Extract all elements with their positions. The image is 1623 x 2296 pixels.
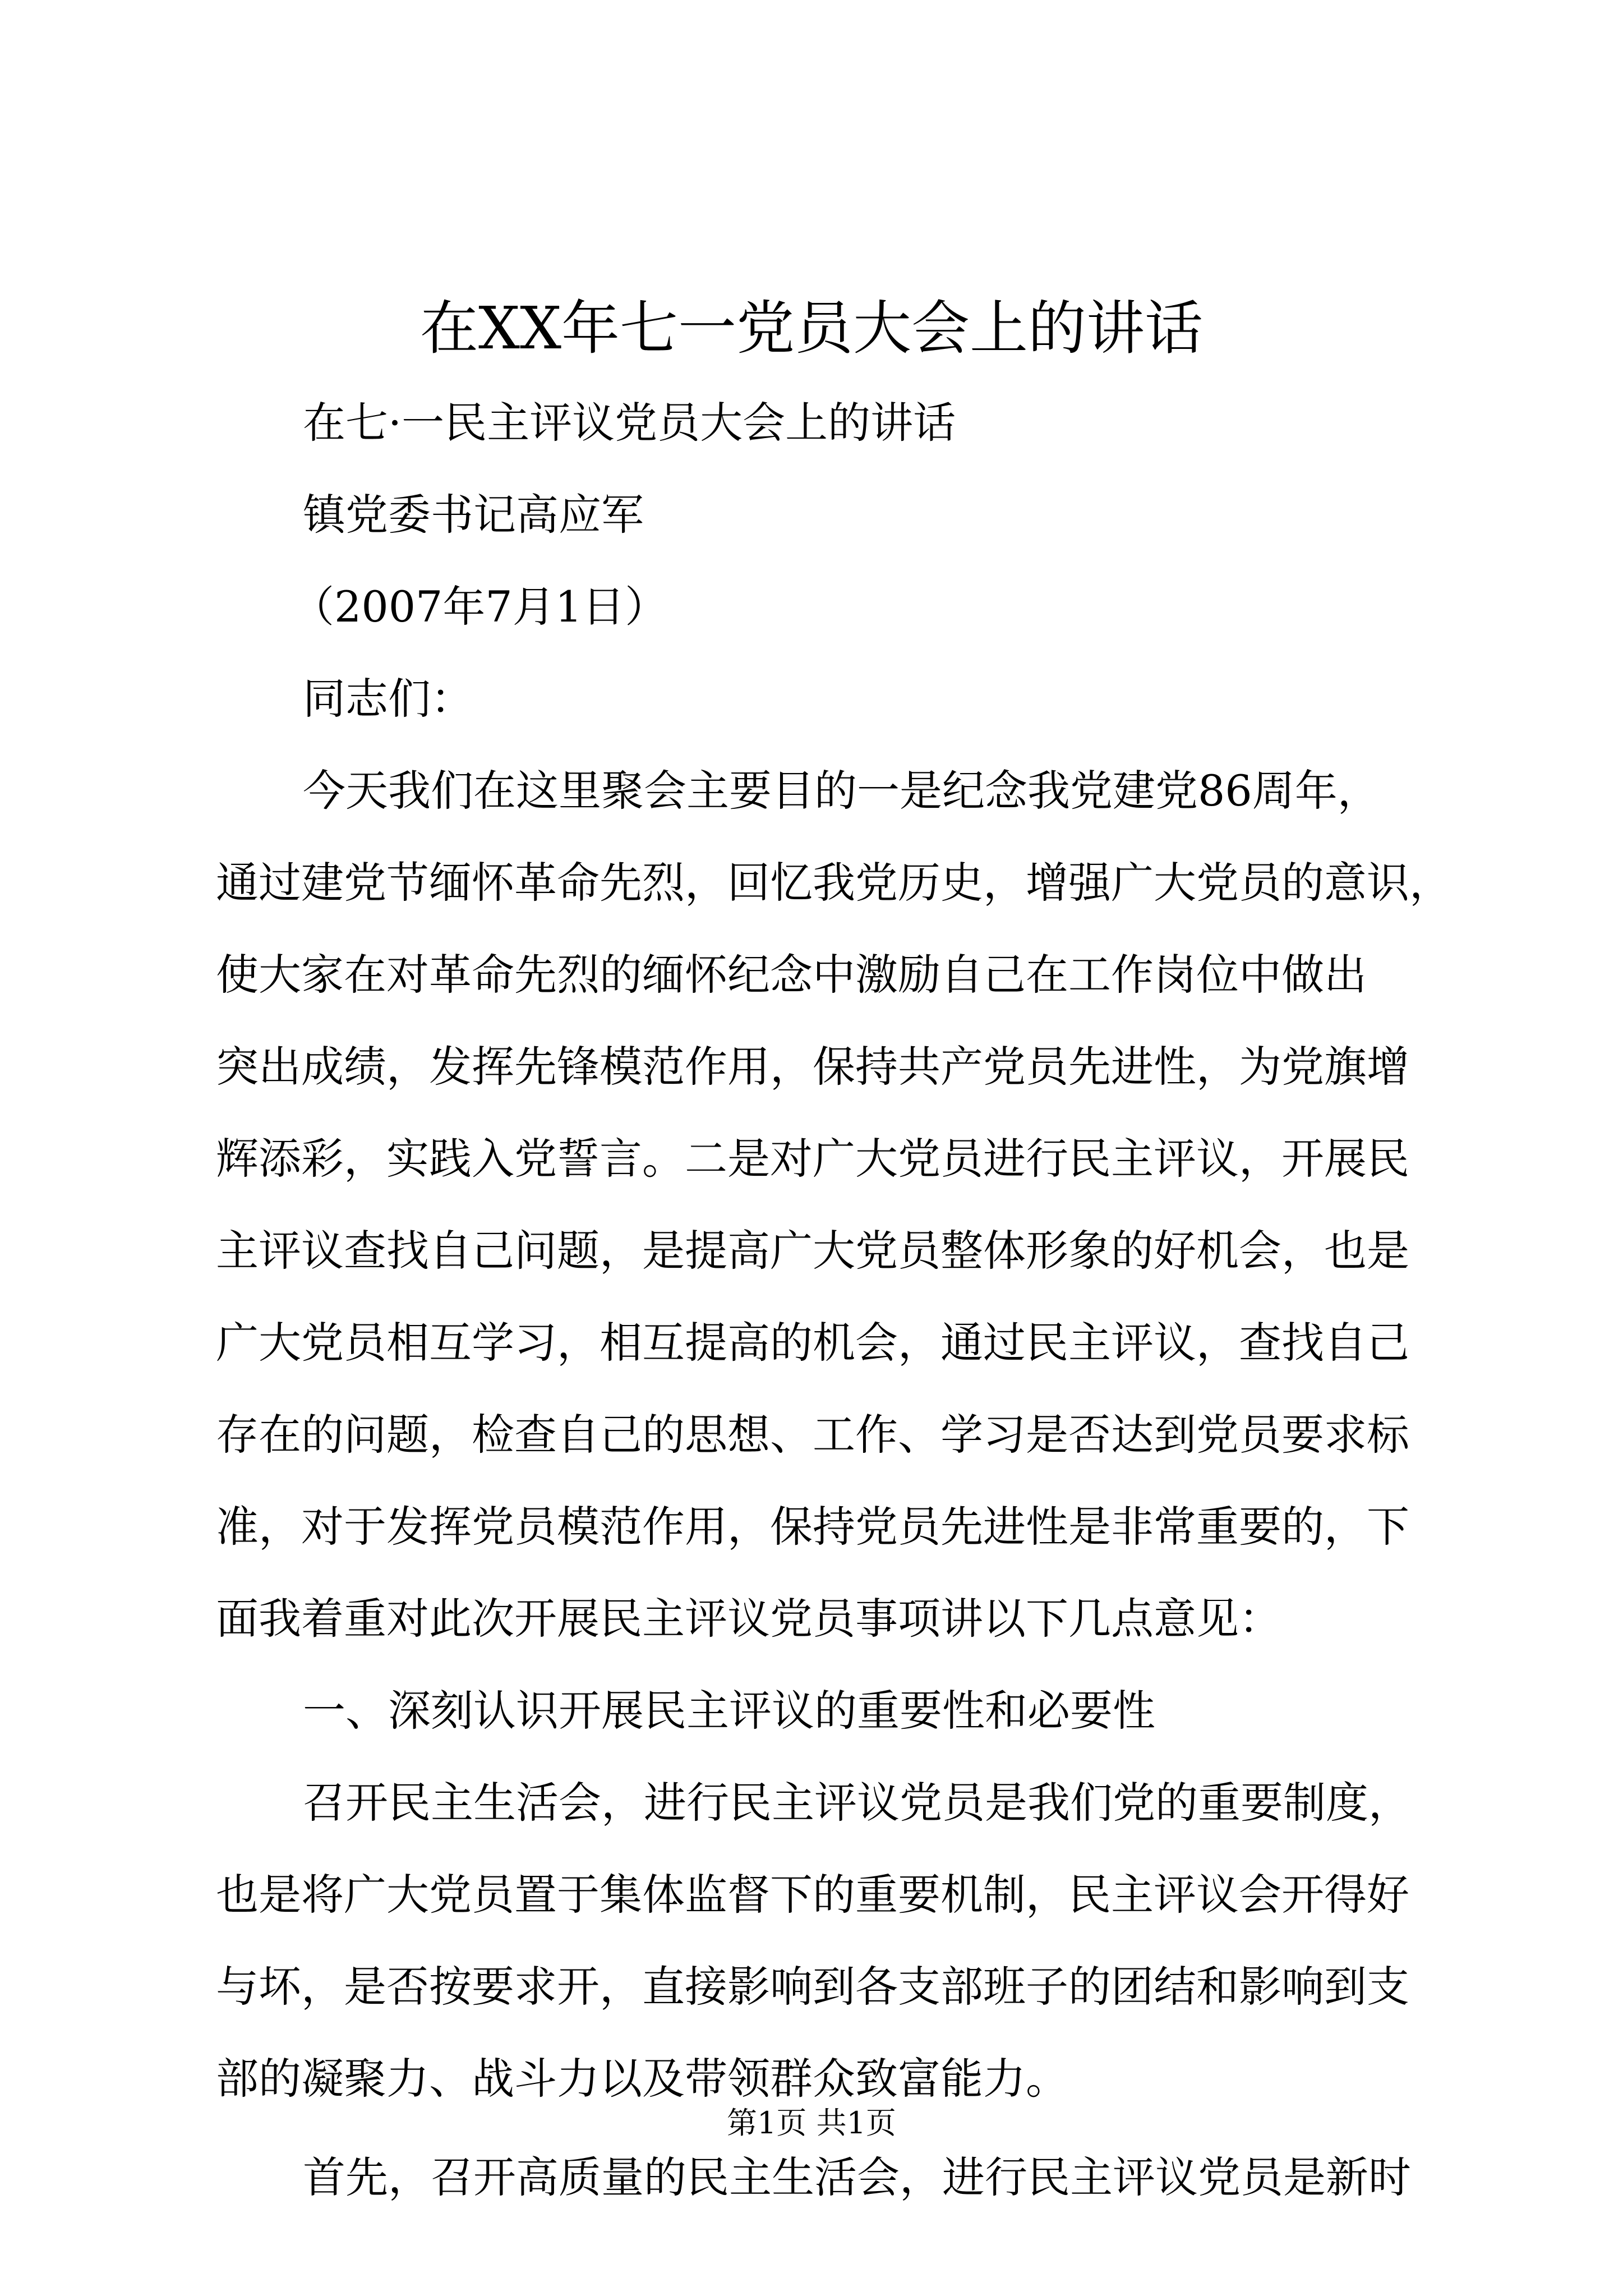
document-body <box>216 377 1452 2224</box>
paragraph-line: 主评议查找自己问题，是提高广大党员整体形象的好机会，也是 <box>216 1226 1409 1276</box>
date-line: （2007年7月1日） <box>292 582 668 632</box>
paragraph-line: 辉添彩，实践入党誓言。二是对广大党员进行民主评议，开展民 <box>216 1134 1409 1184</box>
paragraph-line: 广大党员相互学习，相互提高的机会，通过民主评议，查找自己 <box>216 1318 1409 1368</box>
paragraph-line: 面我着重对此次开展民主评议党员事项讲以下几点意见： <box>216 1594 1281 1644</box>
paragraph-line: 准，对于发挥党员模范作用，保持党员先进性是非常重要的，下 <box>216 1502 1409 1552</box>
document-title: 在XX年七一党员大会上的讲话 <box>419 294 1204 362</box>
paragraph-line: 与坏，是否按要求开，直接影响到各支部班子的团结和影响到支 <box>216 1962 1409 2012</box>
section-heading: 一、深刻认识开展民主评议的重要性和必要性 <box>303 1686 1155 1736</box>
paragraph-line: 召开民主生活会，进行民主评议党员是我们党的重要制度， <box>303 1778 1411 1828</box>
subtitle-line: 在七·一民主评议党员大会上的讲话 <box>303 398 956 448</box>
paragraph-line: 通过建党节缅怀革命先烈，回忆我党历史，增强广大党员的意识， <box>216 858 1452 908</box>
paragraph-line: 使大家在对革命先烈的缅怀纪念中激励自己在工作岗位中做出 <box>216 950 1367 1000</box>
paragraph-line: 今天我们在这里聚会主要目的一是纪念我党建党86周年， <box>303 766 1380 816</box>
page-footer: 第1页 共1页 <box>727 2105 896 2141</box>
paragraph-line: 存在的问题，检查自己的思想、工作、学习是否达到党员要求标 <box>216 1410 1409 1460</box>
paragraph-line: 部的凝聚力、战斗力以及带领群众致富能力。 <box>216 2054 1068 2104</box>
paragraph-line: 首先，召开高质量的民主生活会，进行民主评议党员是新时 <box>303 2152 1411 2202</box>
author-line: 镇党委书记高应军 <box>303 490 644 540</box>
salutation-line: 同志们： <box>303 674 473 724</box>
paragraph-line: 也是将广大党员置于集体监督下的重要机制，民主评议会开得好 <box>216 1870 1409 1920</box>
paragraph-line: 突出成绩，发挥先锋模范作用，保持共产党员先进性，为党旗增 <box>216 1042 1409 1092</box>
